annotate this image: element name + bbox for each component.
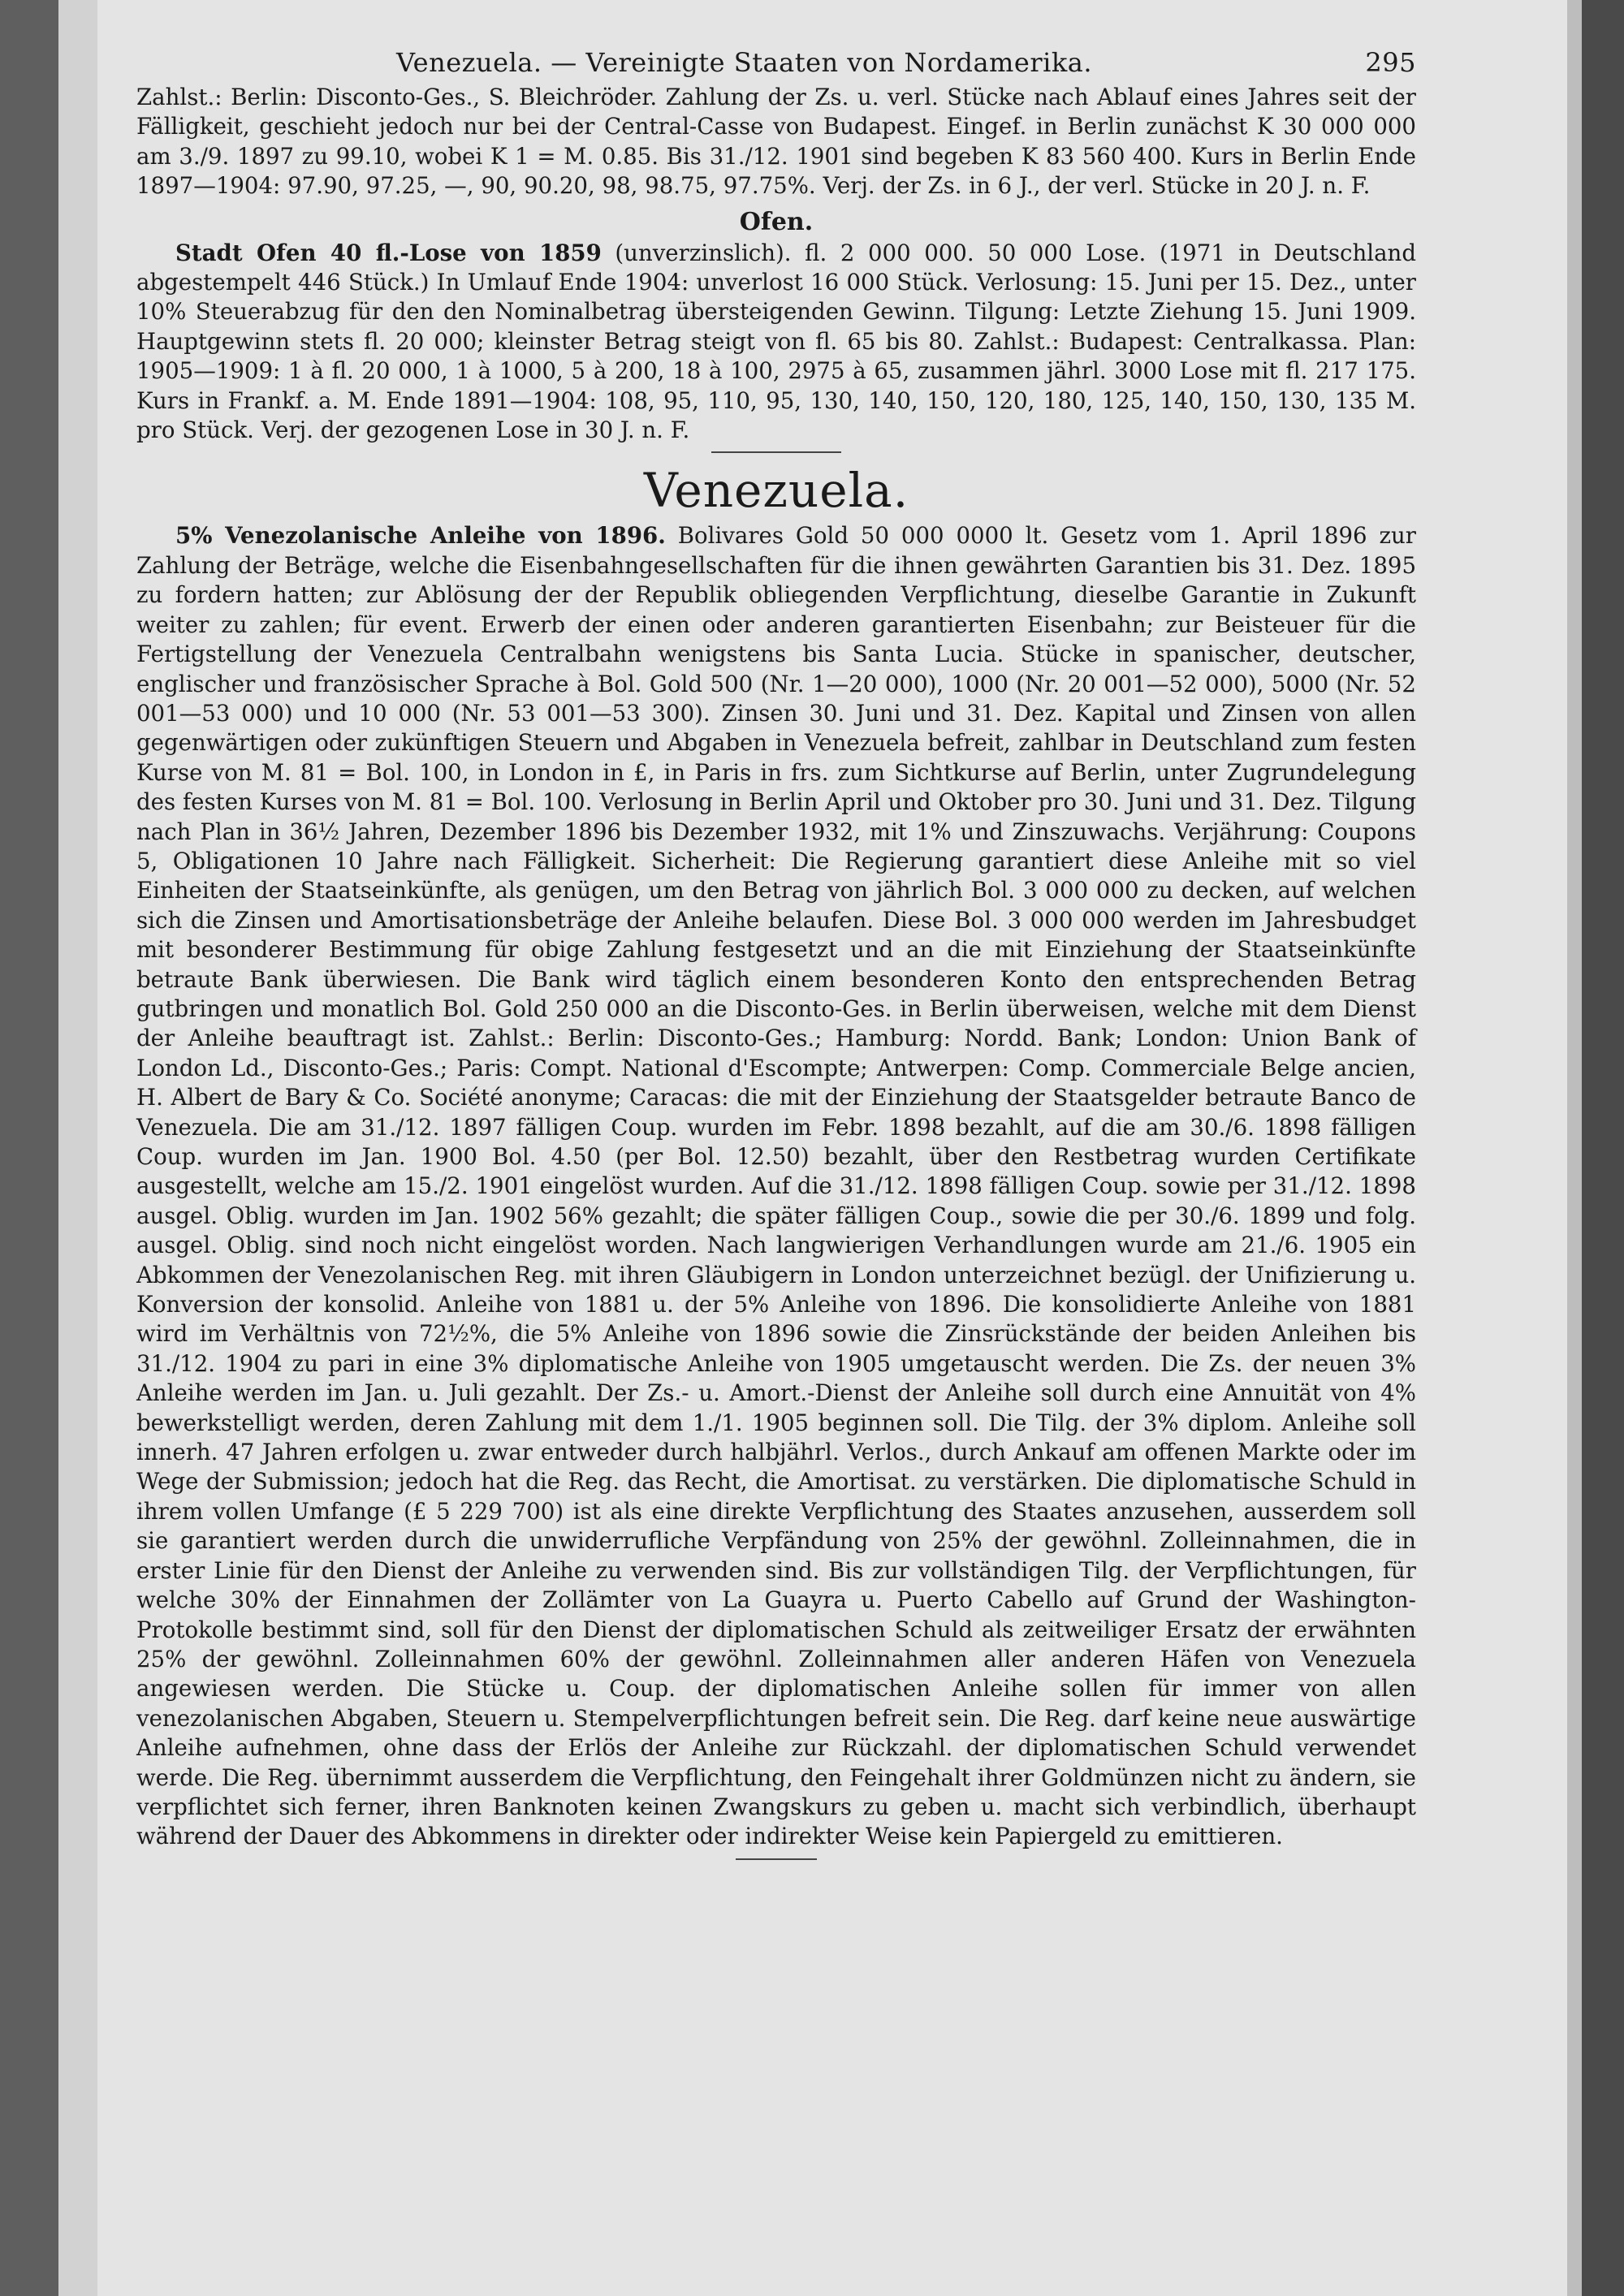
venezuela-title: Venezuela. — [643, 463, 909, 519]
running-title: Venezuela. — Vereinigte Staaten von Nordamerika. — [396, 47, 1092, 78]
section-divider — [711, 451, 841, 453]
ofen-text: (unverzinslich). fl. 2 000 000. 50 000 Lose. (1971 in Deutschland abgestempelt 446 Stück.) In Umlauf Ende 1904: unverlost 16 000 Stück. Verlosung: 15. Juni per 15. Dez., unter 10% Steuerabzug für den den Nominalbetrag übersteigenden Gewinn. Tilgung: Letzte Ziehung 15. Juni 1909. Hauptgewinn stets fl. 20 000; kleinster Betrag steigt von fl. 65 bis 80. Zahlst.: Budapest: Centralkassa. Plan: 1905—1909: 1 à fl. 20 000, 1 à 1000, 5 à 200, 18 à 100, 2975 à 65, zusammen jährl. 3000 Lose mit fl. 217 175. Kurs in Frankf. a. M. Ende 1891—1904: 108, 95, 110, 95, 130, 140, 150, 120, 180, 125, 140, 150, 130, 135 M. pro Stück. Verj. der gezogenen Lose in 30 J. n. F. — [136, 239, 1416, 444]
scan-edge-left — [0, 0, 58, 2296]
scan-edge-right — [1582, 0, 1624, 2296]
ofen-paragraph — [136, 239, 1416, 446]
ofen-lead: Stadt Ofen 40 fl.-Lose von 1859 — [175, 239, 602, 266]
scan-margin-left — [58, 0, 97, 2296]
intro-paragraph: Zahlst.: Berlin: Disconto-Ges., S. Bleichröder. Zahlung der Zs. u. verl. Stücke nach Ablauf eines Jahres seit der Fälligkeit, geschieht jedoch nur bei der Central-Casse von Budapest. Eingef. in Berlin zunächst K 30 000 000 am 3./9. 1897 zu 99.10, wobei K 1 = M. 0.85. Bis 31./12. 1901 sind begeben K 83 560 400. Kurs in Berlin Ende 1897—1904: 97.90, 97.25, —, 90, 90.20, 98, 98.75, 97.75%. Verj. der Zs. in 6 J., der verl. Stücke in 20 J. n. F. — [136, 84, 1416, 200]
venezuela-paragraph — [136, 521, 1416, 1851]
document-page — [136, 42, 1416, 2267]
venezuela-text: Bolivares Gold 50 000 0000 lt. Gesetz vom 1. April 1896 zur Zahlung der Beträge, welche die Eisenbahngesellschaften für die ihnen gewährten Garantien bis 31. Dez. 1895 zu fordern hatten; zur Ablösung der der Republik obliegenden Verpflichtung, dieselbe Garantie in Zukunft weiter zu zahlen; für event. Erwerb der einen oder anderen garantierten Eisenbahn; zur Beisteuer für die Fertigstellung der Venezuela Centralbahn wenigstens bis Santa Lucia. Stücke in spanischer, deutscher, englischer und französischer Sprache à Bol. Gold 500 (Nr. 1—20 000), 1000 (Nr. 20 001—52 000), 5000 (Nr. 52 001—53 000) und 10 000 (Nr. 53 001—53 300). Zinsen 30. Juni und 31. Dez. Kapital und Zinsen von allen gegenwärtigen oder zukünftigen Steuern und Abgaben in Venezuela befreit, zahlbar in Deutschland zum festen Kurse von M. 81 = Bol. 100, in London in £, in Paris in frs. zum Sichtkurse auf Berlin, unter Zugrundelegung des festen Kurses von M. 81 = Bol. 100. Verlosung in Berlin April und Oktober pro 30. Juni und 31. Dez. Tilgung nach Plan in 36½ Jahren, Dezember 1896 bis Dezember 1932, mit 1% und Zinszuwachs. Verjährung: Coupons 5, Obligationen 10 Jahre nach Fälligkeit. Sicherheit: Die Regierung garantiert diese Anleihe mit so viel Einheiten der Staatseinkünfte, als genügen, um den Betrag von jährlich Bol. 3 000 000 zu decken, auf welchen sich die Zinsen und Amortisationsbeträge der Anleihe belaufen. Diese Bol. 3 000 000 werden im Jahresbudget mit besonderer Bestimmung für obige Zahlung festgesetzt und an die mit Einziehung der Staatseinkünfte betraute Bank überwiesen. Die Bank wird täglich einem besonderen Konto den entsprechenden Betrag gutbringen und monatlich Bol. Gold 250 000 an die Disconto-Ges. in Berlin überweisen, welche mit dem Dienst der Anleihe beauftragt ist. Zahlst.: Berlin: Disconto-Ges.; Hamburg: Nordd. Bank; London: Union Bank of London Ld., Disconto-Ges.; Paris: Compt. National d'Escompte; Antwerpen: Comp. Commerciale Belge ancien, H. Albert de Bary & Co. Société anonyme; Caracas: die mit der Einziehung der Staatsgelder betraute Banco de Venezuela. Die am 31./12. 1897 fälligen Coup. wurden im Febr. 1898 bezahlt, auf die am 30./6. 1898 fälligen Coup. wurden im Jan. 1900 Bol. 4.50 (per Bol. 12.50) bezahlt, über den Restbetrag wurden Certifikate ausgestellt, welche am 15./2. 1901 eingelöst wurden. Auf die 31./12. 1898 fälligen Coup. sowie per 31./12. 1898 ausgel. Oblig. wurden im Jan. 1902 56% gezahlt; die später fälligen Coup., sowie die per 30./6. 1899 und folg. ausgel. Oblig. sind noch nicht eingelöst worden. Nach langwierigen Verhandlungen wurde am 21./6. 1905 ein Abkommen der Venezolanischen Reg. mit ihren Gläubigern in London unterzeichnet bezügl. der Unifizierung u. Konversion der konsolid. Anleihe von 1881 u. der 5% Anleihe von 1896. Die konsolidierte Anleihe von 1881 wird im Verhältnis von 72½%, die 5% Anleihe von 1896 sowie die Zinsrückstände der beiden Anleihen bis 31./12. 1904 zu pari in eine 3% diplomatische Anleihe von 1905 umgetauscht werden. Die Zs. der neuen 3% Anleihe werden im Jan. u. Juli gezahlt. Der Zs.- u. Amort.-Dienst der Anleihe soll durch eine Annuität von 4% bewerkstelligt werden, deren Zahlung mit dem 1./1. 1905 beginnen soll. Die Tilg. der 3% diplom. Anleihe soll innerh. 47 Jahren erfolgen u. zwar entweder durch halbjährl. Verlos., durch Ankauf am offenen Markte oder im Wege der Submission; jedoch hat die Reg. das Recht, die Amortisat. zu verstärken. Die diplomatische Schuld in ihrem vollen Umfange (£ 5 229 700) ist als eine direkte Verpflichtung des Staates anzusehen, ausserdem soll sie garantiert werden durch die unwiderrufliche Verpfändung von 25% der gewöhnl. Zolleinnahmen, die in erster Linie für den Dienst der Anleihe zu verwenden sind. Bis zur vollständigen Tilg. der Verpflichtungen, für welche 30% der Einnahmen der Zollämter von La Guayra u. Puerto Cabello auf Grund der Washington-Protokolle bestimmt sind, soll für den Dienst der diplomatischen Schuld als zeitweiliger Ersatz der erwähnten 25% der gewöhnl. Zolleinnahmen 60% der gewöhnl. Zolleinnahmen aller anderen Häfen von Venezuela angewiesen werden. Die Stücke u. Coup. der diplomatischen Anleihe sollen für immer von allen venezolanischen Abgaben, Steuern u. Stempelverpflichtungen befreit sein. Die Reg. darf keine neue auswärtige Anleihe aufnehmen, ohne dass der Erlös der Anleihe zur Rückzahl. der diplomatischen Schuld verwendet werde. Die Reg. übernimmt ausserdem die Verpflichtung, den Feingehalt ihrer Goldmünzen nicht zu ändern, sie verpflichtet sich ferner, ihren Banknoten keinen Zwangskurs zu geben u. macht sich verbindlich, überhaupt während der Dauer des Abkommens in direkter oder indirekter Weise kein Papiergeld zu emittieren. — [136, 522, 1416, 1850]
page-number: 295 — [1365, 47, 1416, 78]
scan-margin-right — [1567, 0, 1582, 2296]
end-divider — [736, 1858, 817, 1860]
ofen-heading: Ofen. — [739, 207, 814, 236]
running-header — [136, 42, 1416, 83]
venezuela-lead: 5% Venezolanische Anleihe von 1896. — [175, 522, 666, 550]
